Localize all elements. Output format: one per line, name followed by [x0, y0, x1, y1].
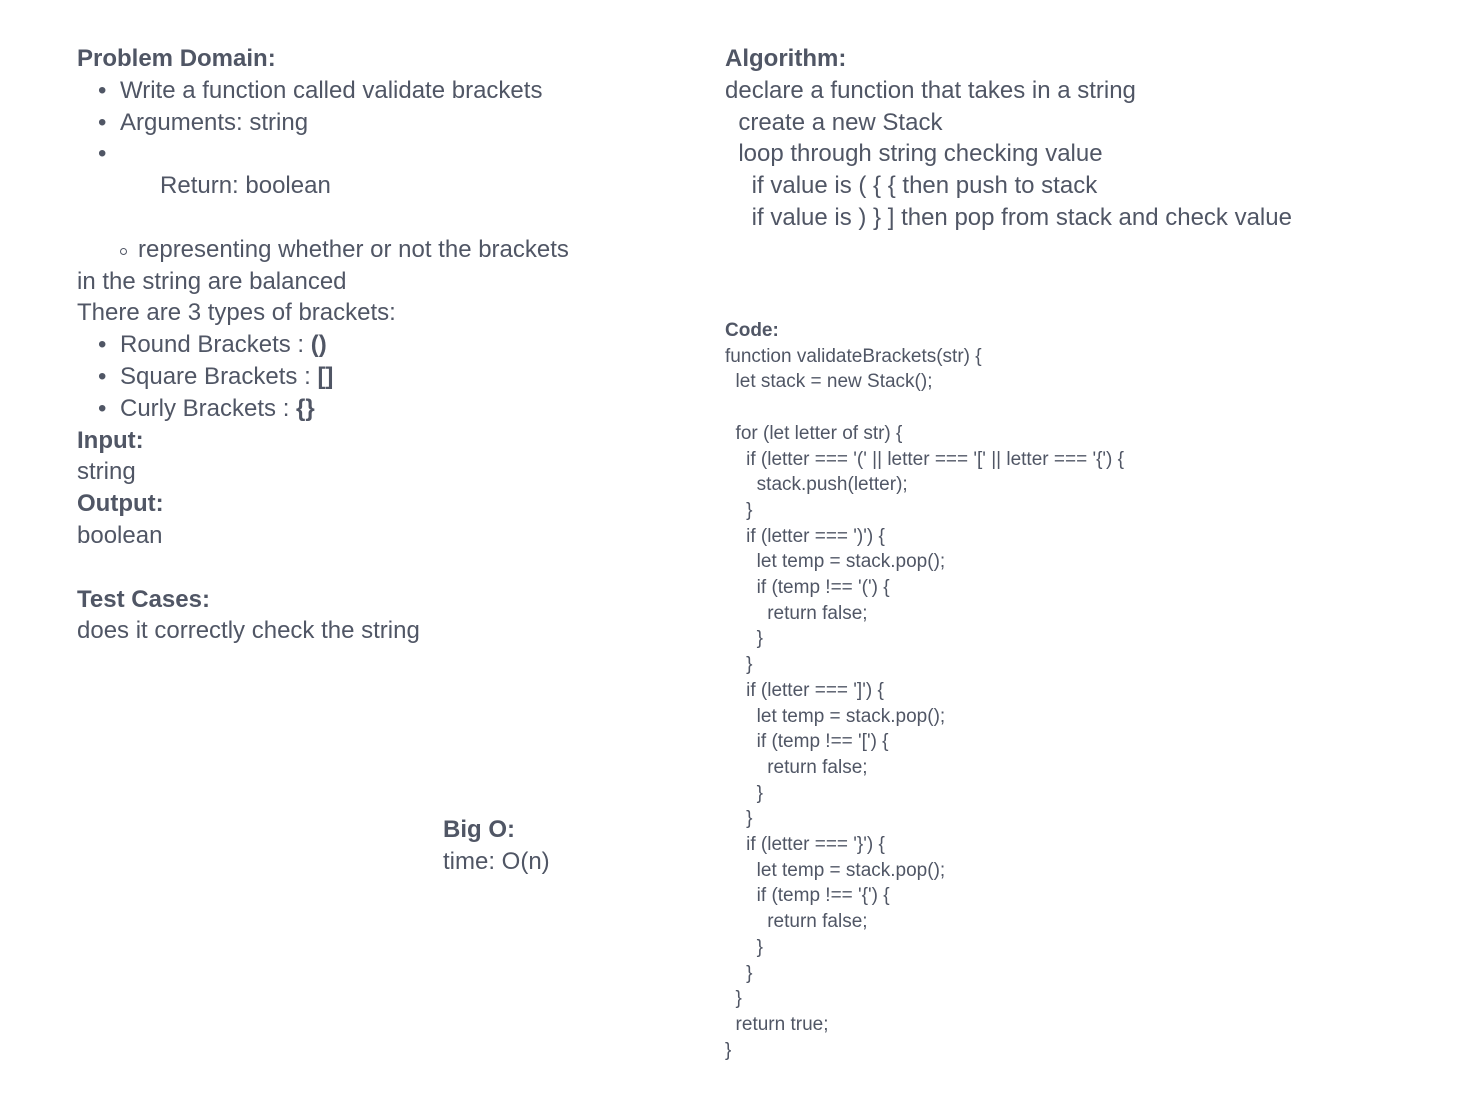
bracket-type-label: Round Brackets : — [120, 331, 311, 359]
big-o-value: time: O(n) — [443, 847, 550, 875]
bracket-type-label: Curly Brackets : — [120, 394, 297, 422]
algorithm-line: create a new Stack — [725, 108, 943, 136]
code-heading: Code: — [725, 320, 779, 341]
algorithm-line: declare a function that takes in a string — [725, 76, 1136, 104]
code-line: if (letter === '}') { — [725, 834, 885, 856]
code-line: if (letter === ']') { — [725, 679, 884, 701]
continuation-text: in the string are balanced — [77, 267, 347, 295]
code-line: let temp = stack.pop(); — [725, 859, 946, 881]
algorithm-section — [725, 43, 1445, 234]
code-line: let temp = stack.pop(); — [725, 551, 946, 573]
problem-domain-list — [77, 75, 677, 234]
problem-domain-sublist — [77, 234, 677, 266]
code-line: stack.push(letter); — [725, 474, 908, 496]
bracket-types-list — [77, 329, 677, 424]
test-cases-heading: Test Cases: — [77, 585, 210, 613]
code-line: if (temp !== '(') { — [725, 577, 890, 599]
output-heading: Output: — [77, 490, 164, 518]
code-line: return false; — [725, 602, 868, 624]
code-line: } — [725, 628, 764, 650]
big-o-section — [443, 814, 550, 878]
test-cases-value: does it correctly check the string — [77, 617, 420, 645]
algorithm-line: if value is ) } ] then pop from stack and check value — [725, 203, 1292, 231]
bracket-type-symbol: {} — [296, 394, 315, 422]
code-line: return false; — [725, 756, 868, 778]
problem-domain-heading: Problem Domain: — [77, 45, 276, 72]
bracket-types-intro: There are 3 types of brackets: — [77, 299, 396, 327]
list-item: • Write a function called validate brackets — [77, 75, 677, 107]
bracket-type-symbol: [] — [317, 362, 334, 390]
code-line: } — [725, 936, 764, 958]
code-line: } — [725, 499, 753, 521]
bracket-type-item — [77, 361, 677, 393]
code-line: if (temp !== '[') { — [725, 731, 889, 753]
problem-domain-section — [77, 43, 677, 647]
code-line: if (letter === '(' || letter === '[' || letter === '{') { — [725, 448, 1124, 470]
code-line: } — [725, 1039, 732, 1061]
output-value: boolean — [77, 521, 163, 549]
code-line — [725, 395, 1445, 421]
input-heading: Input: — [77, 426, 144, 454]
code-line: return true; — [725, 1013, 829, 1035]
list-item-text: Return: boolean — [160, 172, 331, 200]
algorithm-heading: Algorithm: — [725, 45, 847, 72]
code-line: return false; — [725, 911, 868, 933]
list-item — [77, 138, 677, 233]
code-line: if (letter === ')') { — [725, 525, 885, 547]
code-line: } — [725, 988, 742, 1010]
code-section — [725, 318, 1445, 1063]
big-o-heading: Big O: — [443, 816, 515, 843]
code-line: } — [725, 782, 764, 804]
bracket-type-symbol: () — [310, 331, 327, 359]
code-line: let temp = stack.pop(); — [725, 705, 946, 727]
algorithm-line: if value is ( { { then push to stack — [725, 172, 1098, 200]
sub-list-item: representing whether or not the brackets — [77, 234, 677, 266]
bracket-type-item — [77, 393, 677, 425]
bracket-type-item — [77, 329, 677, 361]
code-line: function validateBrackets(str) { — [725, 345, 982, 367]
spacer — [77, 552, 677, 584]
algorithm-line: loop through string checking value — [725, 140, 1103, 168]
list-item: • Arguments: string — [77, 107, 677, 139]
code-line: } — [725, 808, 753, 830]
code-line: if (temp !== '{') { — [725, 885, 890, 907]
input-value: string — [77, 458, 136, 486]
bracket-type-label: Square Brackets : — [120, 362, 318, 390]
code-line: } — [725, 654, 753, 676]
code-block — [725, 344, 1445, 1064]
code-line: for (let letter of str) { — [725, 422, 903, 444]
code-line: } — [725, 962, 753, 984]
code-line: let stack = new Stack(); — [725, 371, 933, 393]
